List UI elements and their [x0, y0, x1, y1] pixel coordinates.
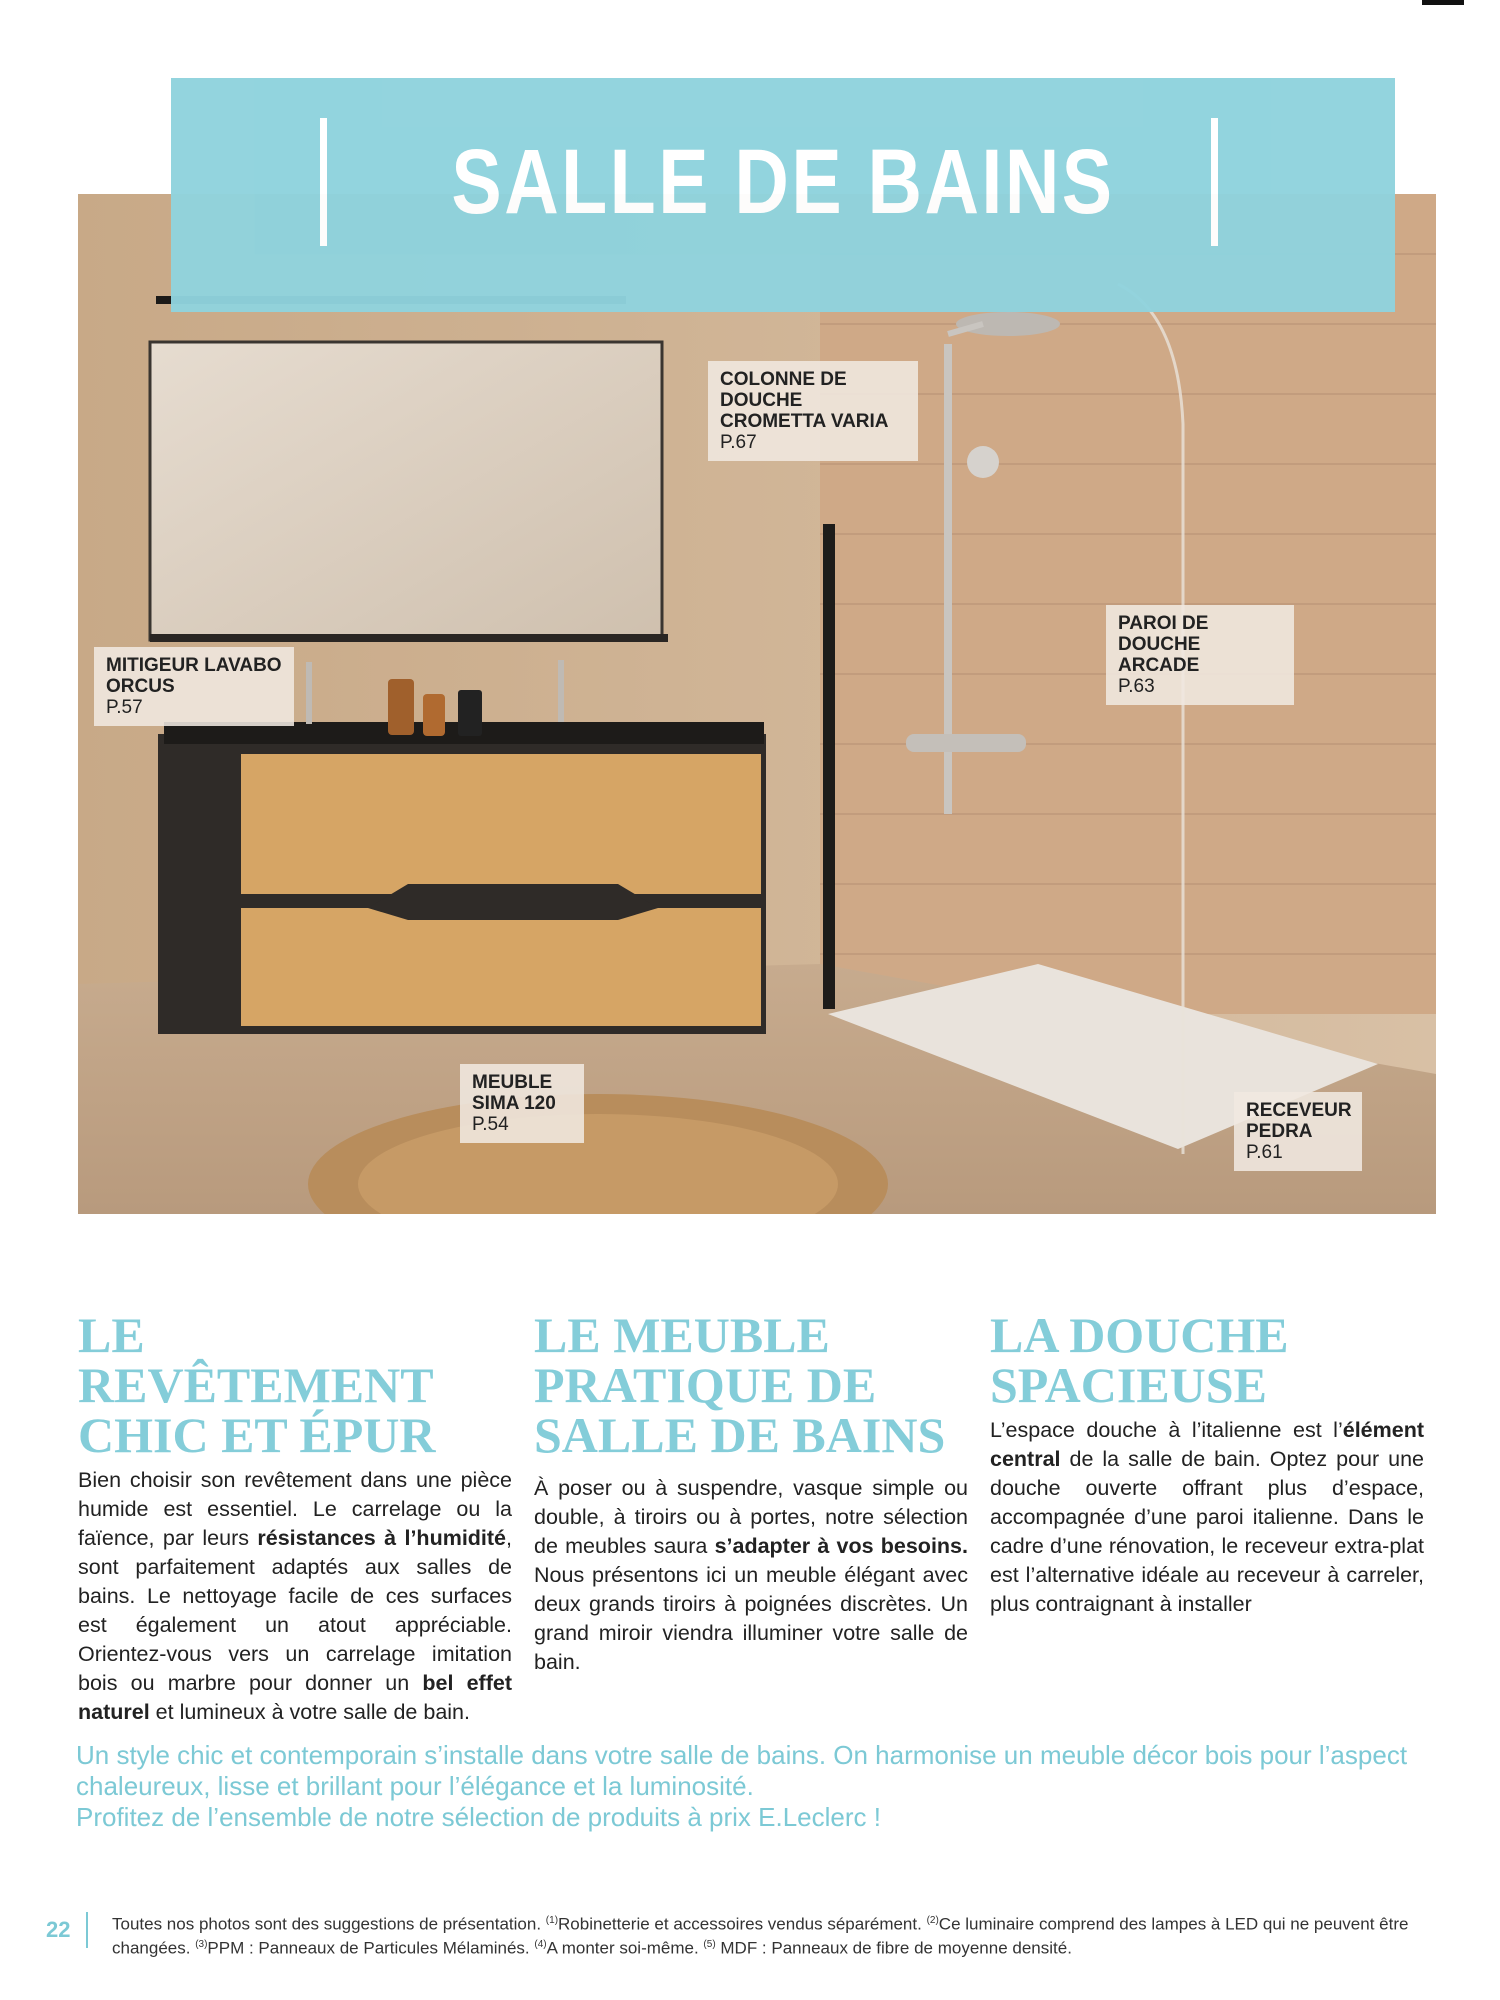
intro-text — [76, 1740, 1436, 1833]
intro-line-2: Profitez de l’ensemble de notre sélection de produits à prix E.Leclerc ! — [76, 1802, 881, 1832]
footer-text: Toutes nos photos sont des suggestions de présentation. — [112, 1914, 546, 1934]
footer-text: MDF : Panneaux de fibre de moyenne densité. — [715, 1938, 1072, 1958]
footnote-mark: (4) — [534, 1938, 547, 1950]
footer-notes — [112, 1911, 1438, 1958]
column-revetement-text — [78, 1466, 512, 1727]
footer-text: Robinetterie et accessoires vendus séparément. — [558, 1914, 927, 1934]
column-meuble-text — [534, 1474, 968, 1677]
label-receveur-name: RECEVEUR PEDRA — [1246, 1100, 1352, 1142]
label-mitigeur-lavabo — [94, 647, 294, 726]
title-banner — [171, 78, 1395, 312]
footnote-mark: (5) — [703, 1938, 716, 1950]
page-number: 22 — [46, 1917, 71, 1942]
footer-text: Ce luminaire comprend des lampes à LED qui ne peuvent être changées. — [112, 1914, 1409, 1958]
column-meuble — [534, 1307, 968, 1677]
column-revetement-heading: LE REVÊTEMENT CHIC ET ÉPUR — [78, 1307, 436, 1463]
intro-line-1: Un style chic et contemporain s’installe dans votre salle de bains. On harmonise un meuble décor bois pour l’aspect chaleureux, lisse et brillant pour l’élégance et la luminosité. — [76, 1740, 1408, 1801]
label-mitigeur-name: MITIGEUR LAVABO ORCUS — [106, 655, 282, 697]
text-run: et lumineux à votre salle de bain. — [149, 1700, 470, 1724]
column-douche-text — [990, 1416, 1424, 1619]
label-receveur-page: P.61 — [1246, 1142, 1283, 1163]
text-run: L’espace douche à l’italienne est l’ — [990, 1418, 1343, 1442]
bold-run: bel effet naturel — [78, 1671, 512, 1724]
footnote-mark: (1) — [545, 1915, 559, 1926]
text-run: Bien choisir son revêtement dans une pièce humide est essentiel. Le carrelage ou la faïence, par leurs — [78, 1468, 512, 1550]
text-run: Nous présentons ici un meuble élégant avec deux grands tiroirs à poignées discrètes. Un grand miroir viendra illuminer votre salle de bain. — [534, 1563, 968, 1674]
title-right-bar — [1211, 118, 1218, 246]
label-paroi-name: PAROI DE DOUCHE ARCADE — [1118, 613, 1209, 676]
label-colonne-name: COLONNE DE DOUCHE CROMETTA VARIA — [720, 369, 889, 432]
page-title: SALLE DE BAINS — [451, 131, 1115, 233]
column-revetement — [78, 1307, 512, 1727]
bold-run: résistances à l’humidité — [257, 1526, 507, 1550]
text-run: de la salle de bain. Optez pour une douche ouverte offrant plus d’espace, accompagnée d’une paroi italienne. Dans le cadre d’une rénovation, le receveur extra-plat est l’alternative idéale au receveur à carreler, plus contraignant à installer — [990, 1447, 1424, 1616]
bold-run: élément central — [990, 1418, 1424, 1471]
footer-text: PPM : Panneaux de Particules Mélaminés. — [207, 1938, 535, 1958]
footnote-mark: (2) — [926, 1915, 939, 1926]
label-mitigeur-page: P.57 — [106, 697, 143, 718]
bold-run: s’adapter à vos besoins. — [714, 1534, 968, 1558]
text-run: , sont parfaitement adaptés aux salles de bains. Le nettoyage facile de ces surfaces est également un atout appréciable. Orientez-vous vers un carrelage imitation bois ou marbre pour donner un — [78, 1526, 512, 1695]
column-douche-heading: LA DOUCHE SPACIEUSE — [990, 1307, 1289, 1413]
label-meuble-page: P.54 — [472, 1114, 509, 1135]
footnote-mark: (3) — [195, 1938, 208, 1950]
label-paroi-douche — [1106, 605, 1294, 705]
corner-mark — [1422, 0, 1464, 5]
label-receveur — [1234, 1092, 1362, 1171]
label-colonne-page: P.67 — [720, 432, 757, 453]
column-meuble-heading: LE MEUBLE PRATIQUE DE SALLE DE BAINS — [534, 1307, 946, 1463]
label-meuble — [460, 1064, 584, 1143]
text-run: À poser ou à suspendre, vasque simple ou double, à tiroirs ou à portes, notre sélection de meubles saura — [534, 1476, 968, 1558]
page-number-divider — [86, 1912, 88, 1948]
label-meuble-name: MEUBLE SIMA 120 — [472, 1072, 556, 1114]
label-colonne-douche — [708, 361, 918, 461]
column-douche — [990, 1307, 1424, 1619]
footer-text: A monter soi-même. — [546, 1938, 704, 1958]
label-paroi-page: P.63 — [1118, 676, 1155, 697]
